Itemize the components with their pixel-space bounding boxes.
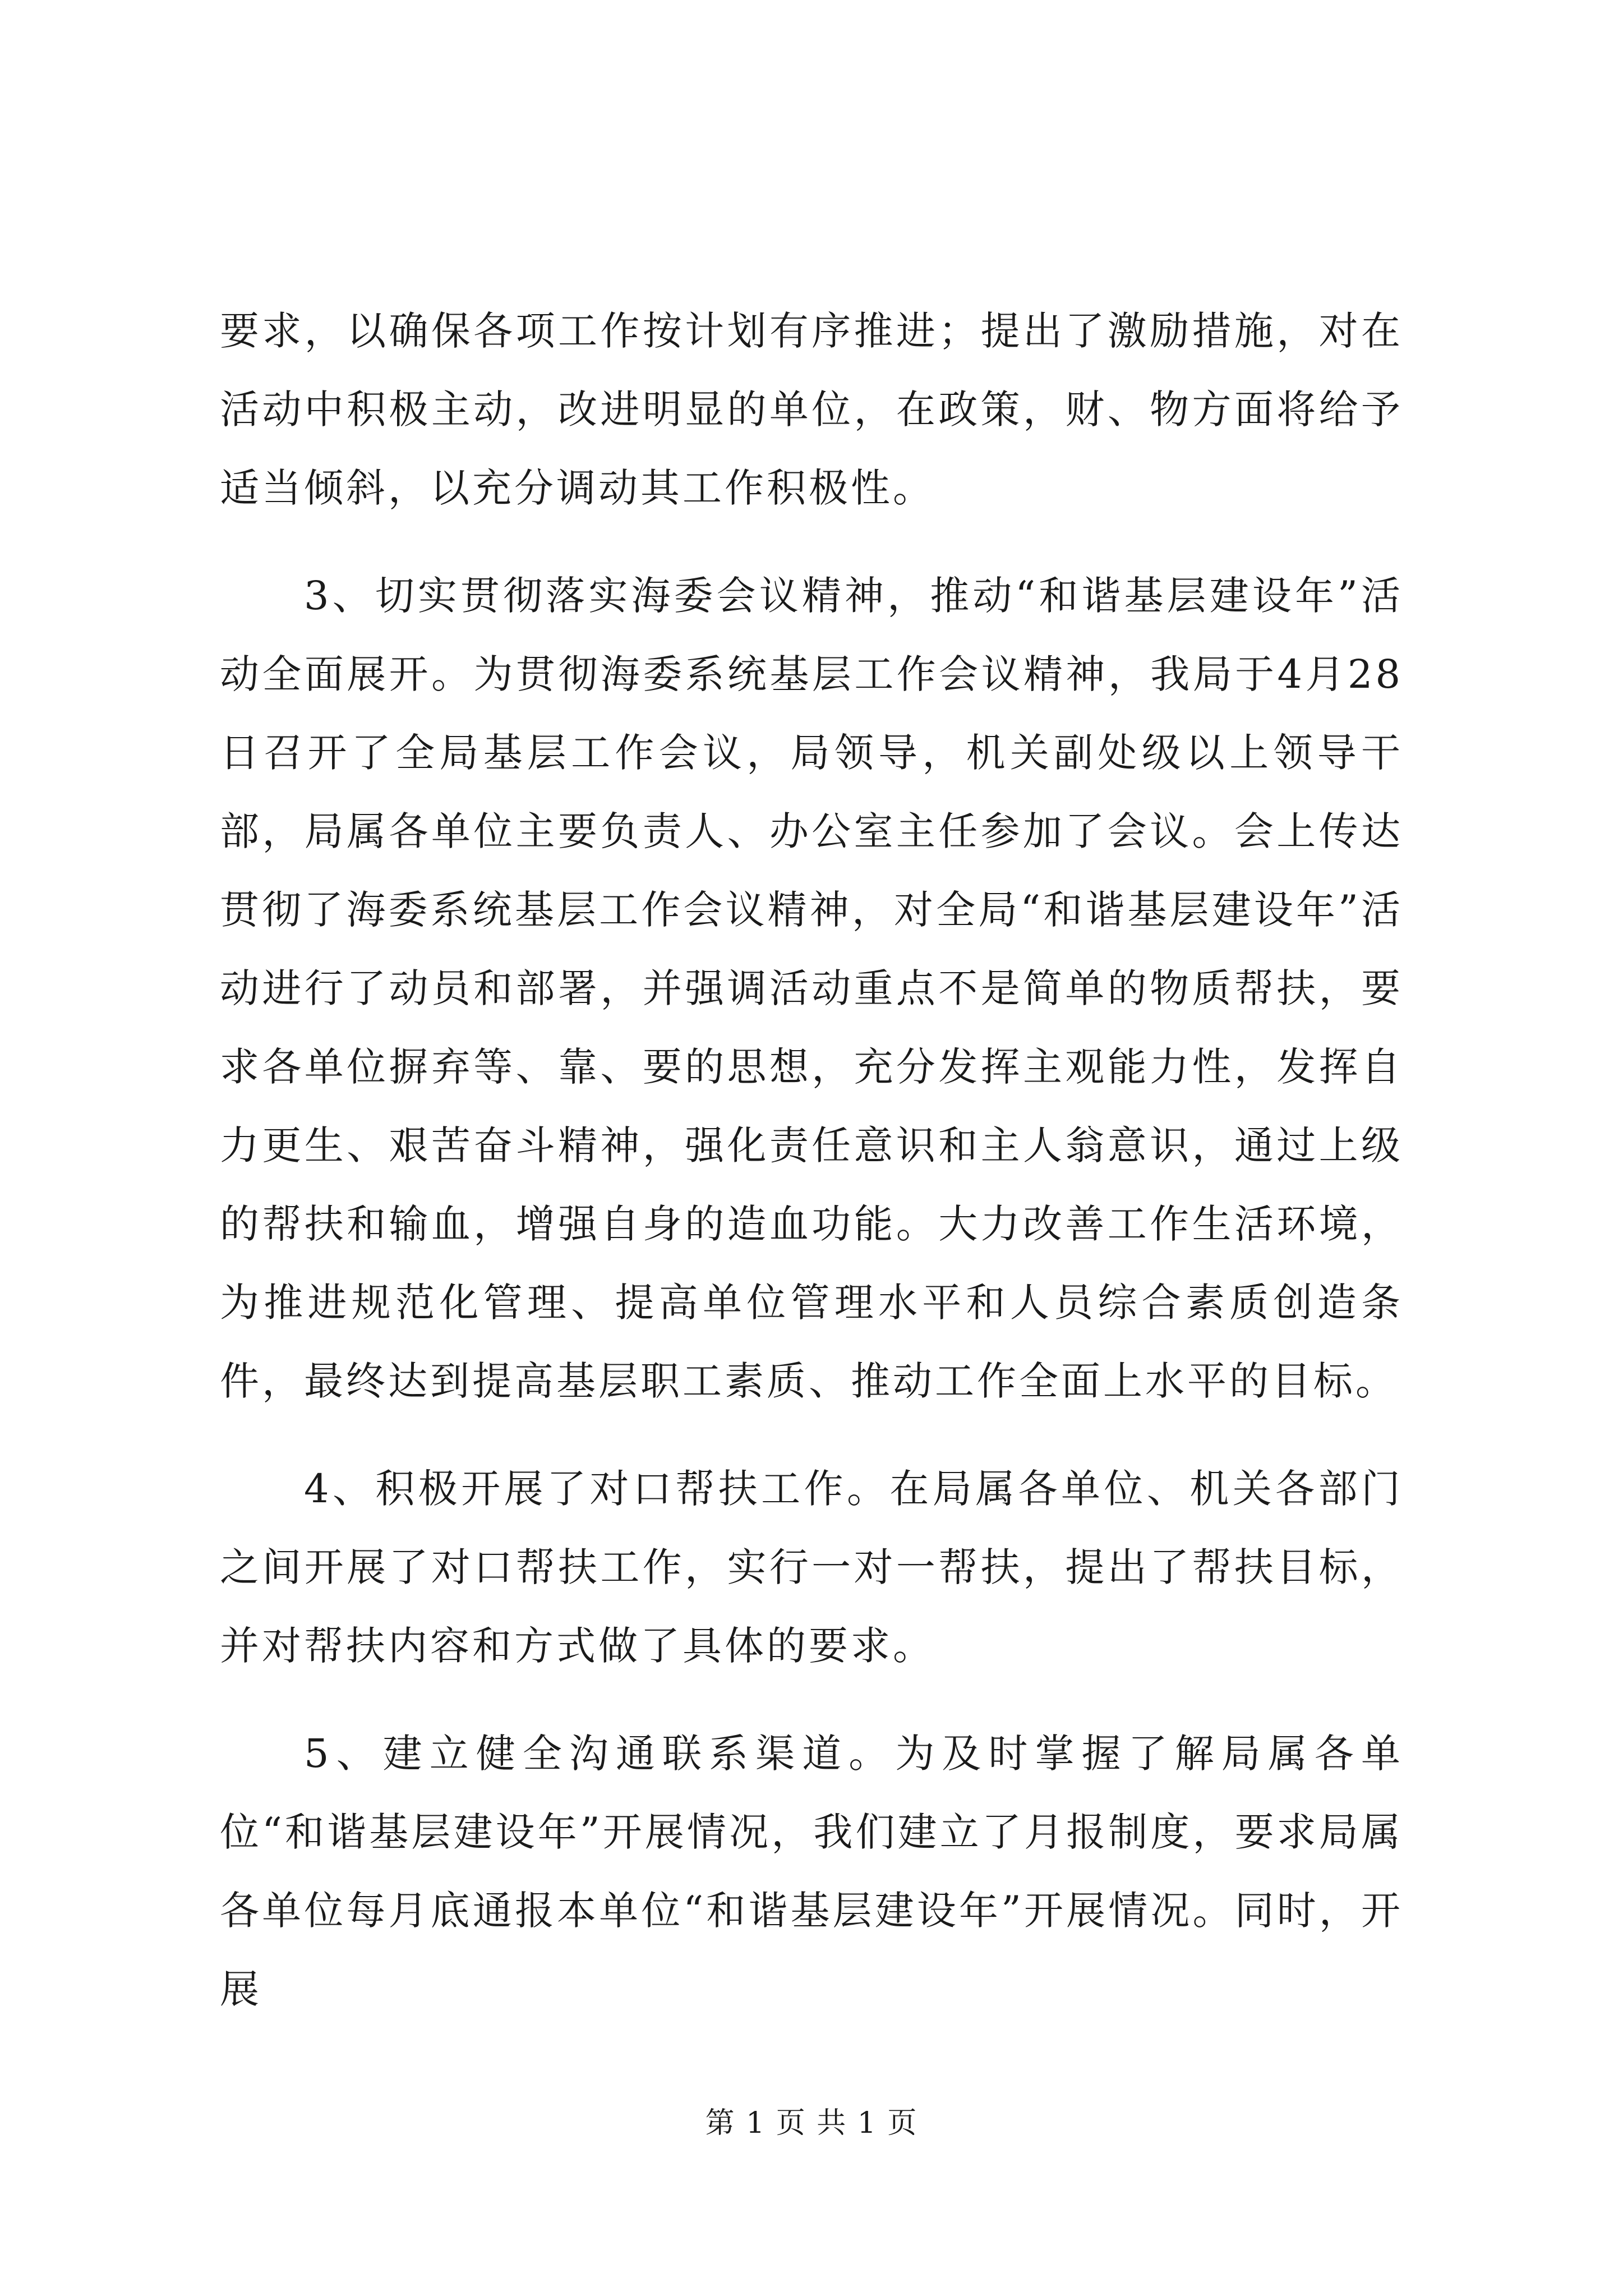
paragraph-continuation: 要求，以确保各项工作按计划有序推进；提出了激励措施，对在活动中积极主动，改进明显的单位，在政策，财、物方面将给予适当倾斜，以充分调动其工作积极性。 [220, 308, 1403, 511]
paragraph-item-4: 4、积极开展了对口帮扶工作。在局属各单位、机关各部门之间开展了对口帮扶工作，实行一对一帮扶，提出了帮扶目标，并对帮扶内容和方式做了具体的要求。 [220, 1466, 1403, 1669]
page-footer [0, 2106, 1623, 2140]
paragraph-item-3: 3、切实贯彻落实海委会议精神，推动“和谐基层建设年”活动全面展开。为贯彻海委系统基层工作会议精神，我局于4月28日召开了全局基层工作会议，局领导，机关副处级以上领导干部，局属各单位主要负责人、办公室主任参加了会议。会上传达贯彻了海委系统基层工作会议精神，对全局“和谐基层建设年”活动进行了动员和部署，并强调活动重点不是简单的物质帮扶，要求各单位摒弃等、靠、要的思想，充分发挥主观能力性，发挥自力更生、艰苦奋斗精神，强化责任意识和主人翁意识，通过上级的帮扶和输血，增强自身的造血功能。大力改善工作生活环境，为推进规范化管理、提高单位管理水平和人员综合素质创造条件，最终达到提高基层职工素质、推动工作全面上水平的目标。 [220, 573, 1403, 1404]
document-body [220, 292, 1403, 2058]
page-number-label: 第 1 页 共 1 页 [705, 2106, 918, 2140]
paragraph-item-5: 5、建立健全沟通联系渠道。为及时掌握了解局属各单位“和谐基层建设年”开展情况，我们建立了月报制度，要求局属各单位每月底通报本单位“和谐基层建设年”开展情况。同时，开展 [220, 1731, 1403, 2012]
